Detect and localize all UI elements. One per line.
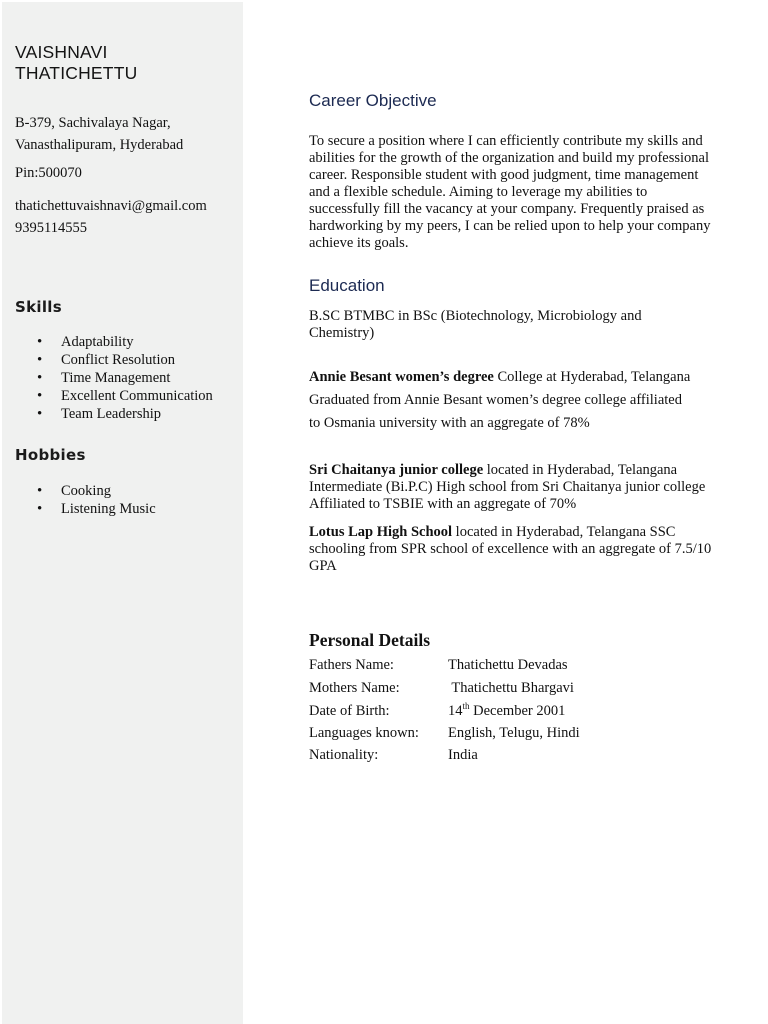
- hobbies-list: [37, 482, 156, 518]
- contact-info: [15, 195, 207, 239]
- address-line-1: B-379, Sachivalaya Nagar,: [15, 115, 171, 131]
- row-value: India: [448, 747, 478, 763]
- career-objective-text: To secure a position where I can efficiently contribute my skills and abilities for the growth of the organization and build my professional career. Responsible student with good judgment, time management and a flexible schedule. Aiming to leverage my abilities to successfully fill the vacancy at your company. Frequently praised as hardworking by my peers, I can be relied upon to help your company achieve its goals.: [309, 133, 711, 251]
- high-school-name: Lotus Lap High School: [309, 524, 453, 540]
- degree-text: B.SC BTMBC in BSc (Biotechnology, Microbiology and Chemistry): [309, 308, 642, 341]
- junior-college-name: Sri Chaitanya junior college: [309, 462, 484, 478]
- list-item: • Listening Music: [37, 500, 156, 518]
- skills-list: [37, 333, 213, 423]
- college-line-2: Graduated from Annie Besant women’s degree college affiliated: [309, 392, 682, 408]
- pin-code: Pin:500070: [15, 165, 82, 181]
- list-item: • Conflict Resolution: [37, 351, 213, 369]
- address: [15, 112, 183, 156]
- dob-month-year: December 2001: [469, 703, 566, 719]
- row-label: Mothers Name:: [309, 680, 400, 696]
- phone: 9395114555: [15, 220, 87, 236]
- skills-heading: Skills: [15, 298, 62, 316]
- name-last: THATICHETTU: [15, 63, 138, 83]
- high-school-entry: [309, 524, 719, 575]
- junior-college-details: located in Hyderabad, Telangana Intermediate (Bi.P.C) High school from Sri Chaitanya junior college Affiliated to TSBIE with an aggregate of 70%: [309, 462, 706, 512]
- college-name: Annie Besant women’s degree: [309, 369, 494, 385]
- name-first: VAISHNAVI: [15, 42, 108, 62]
- row-value: Thatichettu Bhargavi: [448, 680, 574, 696]
- list-item: • Excellent Communication: [37, 387, 213, 405]
- row-value: English, Telugu, Hindi: [448, 725, 580, 741]
- college-entry: [309, 366, 739, 435]
- dob-day: 14: [448, 703, 463, 719]
- personal-details-heading: Personal Details: [309, 630, 431, 650]
- row-label: Languages known:: [309, 725, 419, 741]
- row-label: Date of Birth:: [309, 703, 390, 719]
- junior-college-entry: [309, 462, 719, 513]
- row-label: Nationality:: [309, 747, 379, 763]
- list-item: • Team Leadership: [37, 405, 213, 423]
- row-label: Fathers Name:: [309, 657, 394, 673]
- row-value: [448, 702, 565, 720]
- hobbies-heading: Hobbies: [15, 446, 86, 464]
- address-line-2: Vanasthalipuram, Hyderabad: [15, 137, 184, 153]
- career-objective-heading: Career Objective: [309, 91, 437, 110]
- list-item: • Time Management: [37, 369, 213, 387]
- list-item: • Cooking: [37, 482, 156, 500]
- email: thatichettuvaishnavi@gmail.com: [15, 198, 207, 214]
- dob-suffix: th: [462, 701, 470, 712]
- college-line-3: to Osmania university with an aggregate of 78%: [309, 415, 590, 431]
- high-school-details: located in Hyderabad, Telangana SSC schooling from SPR school of excellence with an aggregate of 7.5/10 GPA: [309, 524, 712, 574]
- row-value: Thatichettu Devadas: [448, 657, 568, 673]
- candidate-name: [15, 42, 235, 84]
- college-location: College at Hyderabad, Telangana: [493, 369, 691, 385]
- list-item: • Adaptability: [37, 333, 213, 351]
- education-heading: Education: [309, 276, 385, 295]
